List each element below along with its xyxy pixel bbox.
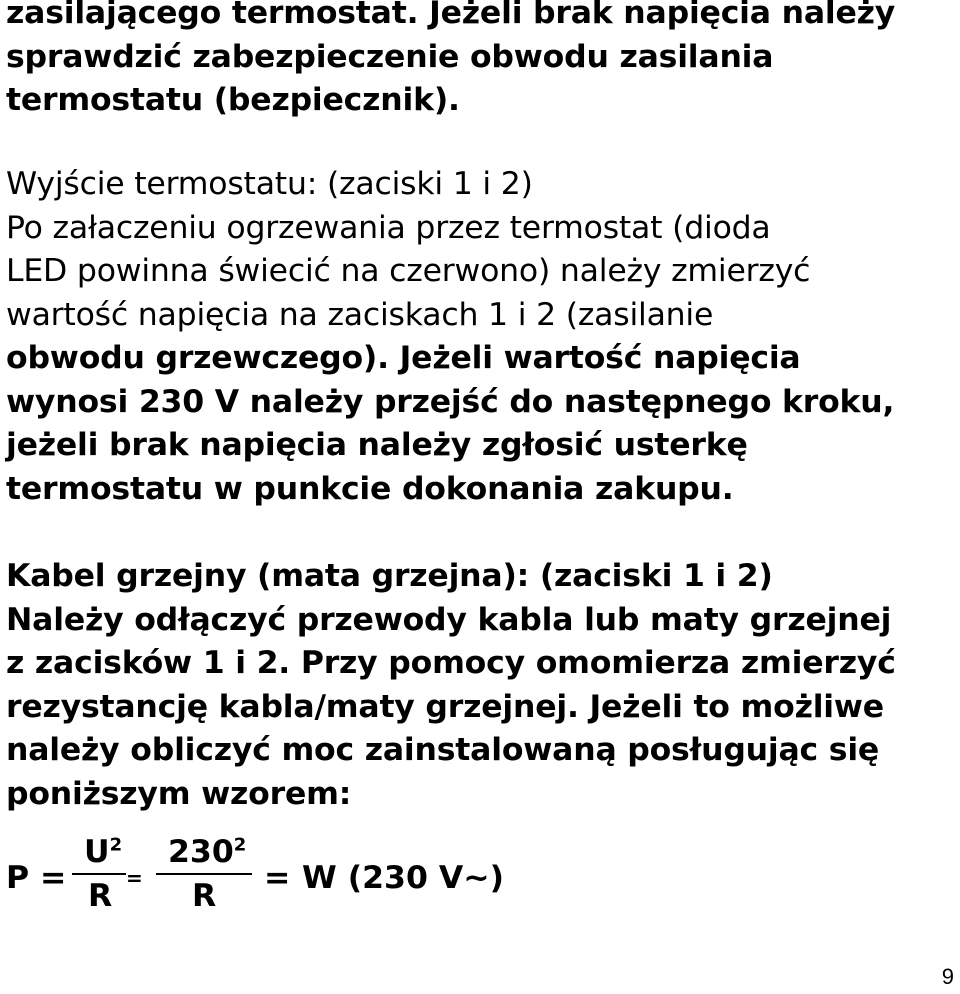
- section-heading: Kabel grzejny (mata grzejna): (zaciski 1 i 2): [6, 558, 773, 594]
- section-heating-cable: [6, 555, 940, 816]
- fraction-2-numerator-base: 230: [168, 834, 234, 870]
- text-line: Po załaczeniu ogrzewania przez termostat (dioda: [6, 209, 771, 246]
- formula-result: W (230 V~): [302, 860, 504, 896]
- section-heading: Wyjście termostatu: (zaciski 1 i 2): [6, 166, 533, 202]
- formula-equals-1: =: [126, 866, 143, 890]
- fraction-2-exponent: 2: [233, 834, 247, 856]
- text-line: jeżeli brak napięcia należy zgłosić usterkę: [6, 427, 748, 463]
- text-line: wynosi 230 V należy przejść do następnego kroku,: [6, 383, 895, 420]
- formula-equals-2: =: [264, 860, 291, 896]
- text-line: poniższym wzorem:: [6, 775, 352, 812]
- text-line: rezystancję kabla/maty grzejnej. Jeżeli to możliwe: [6, 688, 884, 725]
- fraction-1-exponent: 2: [109, 834, 123, 856]
- text-line: wartość napięcia na zaciskach 1 i 2 (zasilanie: [6, 296, 714, 333]
- text-line: sprawdzić zabezpieczenie obwodu zasilania: [6, 38, 774, 75]
- page-number: 9: [941, 964, 954, 989]
- fraction-1-bar: [72, 873, 126, 875]
- text-line: Należy odłączyć przewody kabla lub maty grzejnej: [6, 601, 892, 638]
- text-line: termostatu (bezpiecznik).: [6, 82, 460, 118]
- paragraph-top: [6, 0, 940, 123]
- fraction-2-numerator: [168, 834, 246, 870]
- text-line: z zacisków 1 i 2. Przy pomocy omomierza zmierzyć: [6, 645, 896, 681]
- fraction-2-bar: [156, 873, 252, 875]
- text-line: należy obliczyć moc zainstalowaną posługując się: [6, 732, 880, 768]
- text-line: zasilającego termostat. Jeżeli brak napięcia należy: [6, 0, 896, 31]
- fraction-2-denominator: R: [192, 878, 217, 914]
- text-line: LED powinna świecić na czerwono) należy zmierzyć: [6, 253, 811, 289]
- formula-lhs: P =: [6, 860, 67, 896]
- fraction-1-denominator: R: [88, 878, 113, 914]
- fraction-1-numerator-base: U: [84, 834, 110, 870]
- power-formula: [6, 832, 526, 922]
- text-line: obwodu grzewczego). Jeżeli wartość napięcia: [6, 340, 801, 376]
- text-line: termostatu w punkcie dokonania zakupu.: [6, 470, 734, 507]
- fraction-1-numerator: [84, 834, 122, 870]
- section-thermostat-output: [6, 163, 940, 511]
